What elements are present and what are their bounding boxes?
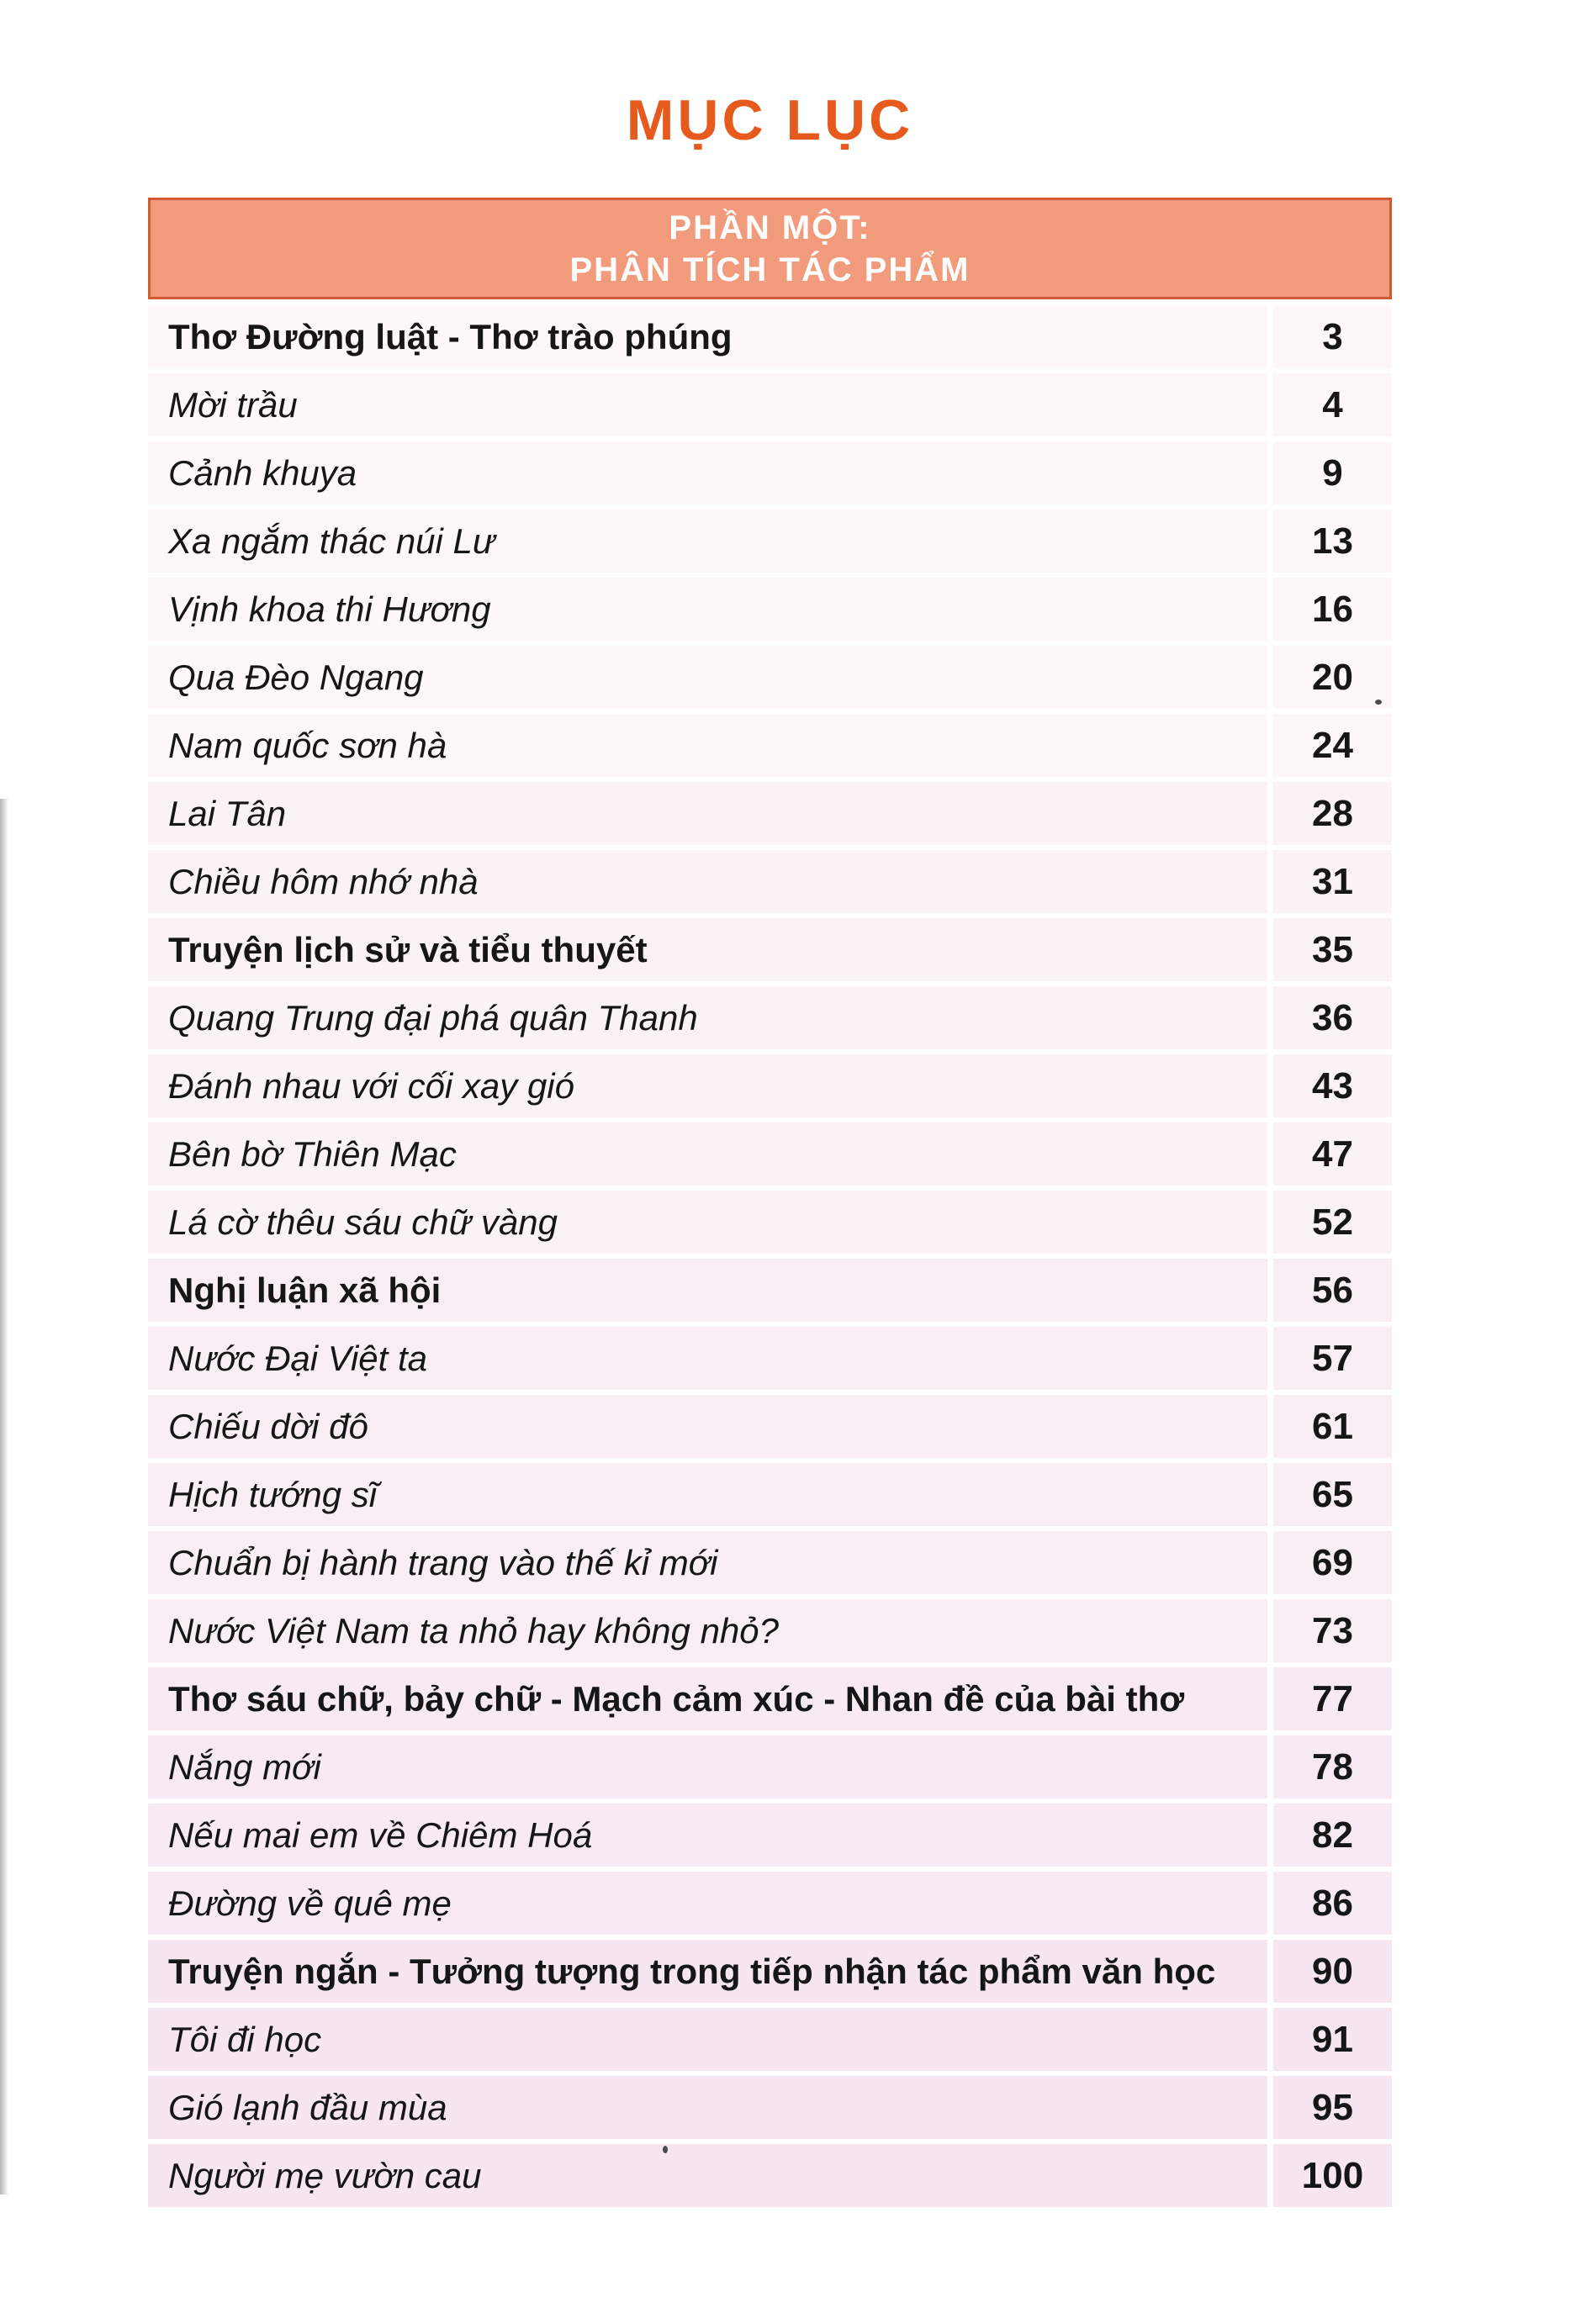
toc-entry-page: 78 [1312, 1746, 1353, 1788]
toc-entry-page: 65 [1312, 1473, 1353, 1515]
toc-entry-page: 86 [1312, 1882, 1353, 1924]
toc-entry-title: Nước Việt Nam ta nhỏ hay không nhỏ? [148, 1599, 1273, 1662]
toc-row [148, 850, 1392, 913]
toc-entry-title: Gió lạnh đầu mùa [148, 2076, 1273, 2139]
page-edge-shadow [0, 799, 8, 2195]
toc-entry-page: 100 [1301, 2154, 1364, 2196]
toc-row [148, 441, 1392, 504]
toc-entry-title: Chiếu dời đô [148, 1395, 1273, 1458]
toc-row [148, 1599, 1392, 1662]
toc-entry-page: 13 [1312, 520, 1353, 562]
toc-row [148, 373, 1392, 436]
toc-entry-page: 95 [1312, 2086, 1353, 2128]
toc-entry-page: 28 [1312, 792, 1353, 834]
section-band [148, 198, 1392, 299]
toc-entry-page: 56 [1312, 1269, 1353, 1311]
toc-entry-page: 4 [1322, 383, 1343, 425]
toc-entry-title: Truyện lịch sử và tiểu thuyết [148, 918, 1273, 981]
toc-entry-page: 47 [1312, 1133, 1353, 1175]
toc-row [148, 578, 1392, 641]
toc-entry-page: 31 [1312, 860, 1353, 902]
toc-entry-title: Nam quốc sơn hà [148, 714, 1273, 777]
toc-row [148, 1259, 1392, 1322]
toc-entry-title: Bên bờ Thiên Mạc [148, 1122, 1273, 1186]
toc-row [148, 646, 1392, 709]
toc-row [148, 1804, 1392, 1867]
toc-entry-page: 90 [1312, 1950, 1353, 1992]
toc-row [148, 1395, 1392, 1458]
scan-artifact-dot [1375, 700, 1382, 705]
toc-entry-title: Chiều hôm nhớ nhà [148, 850, 1273, 913]
toc-row [148, 2008, 1392, 2071]
toc-entry-title: Thơ Đường luật - Thơ trào phúng [148, 305, 1273, 368]
toc-entry-page: 35 [1312, 928, 1353, 970]
toc-row [148, 1940, 1392, 2003]
toc-entry-page: 3 [1322, 315, 1343, 357]
toc-entry-page: 20 [1312, 656, 1353, 698]
toc-entry-title: Tôi đi học [148, 2008, 1273, 2071]
toc-entry-page: 61 [1312, 1405, 1353, 1447]
toc-entry-title: Truyện ngắn - Tưởng tượng trong tiếp nhận tác phẩm văn học [148, 1940, 1273, 2003]
toc-row [148, 918, 1392, 981]
toc-entry-page: 77 [1312, 1677, 1353, 1719]
toc-entry-title: Nắng mới [148, 1735, 1273, 1798]
toc-row [148, 1122, 1392, 1186]
toc-row [148, 2076, 1392, 2139]
toc-row [148, 1872, 1392, 1935]
toc-entry-page: 36 [1312, 996, 1353, 1038]
toc-entry-title: Đường về quê mẹ [148, 1872, 1273, 1935]
toc-row [148, 782, 1392, 845]
toc-row [148, 305, 1392, 368]
toc-entry-title: Qua Đèo Ngang [148, 646, 1273, 709]
toc-row [148, 986, 1392, 1049]
toc-row [148, 1327, 1392, 1390]
toc-entry-page: 57 [1312, 1337, 1353, 1379]
toc-entry-page: 91 [1312, 2018, 1353, 2060]
toc-entry-title: Thơ sáu chữ, bảy chữ - Mạch cảm xúc - Nhan đề của bài thơ [148, 1667, 1273, 1730]
toc-entry-title: Chuẩn bị hành trang vào thế kỉ mới [148, 1531, 1273, 1594]
toc-row [148, 714, 1392, 777]
toc-entry-title: Hịch tướng sĩ [148, 1463, 1273, 1526]
toc-entry-page: 16 [1312, 588, 1353, 630]
toc-row [148, 1191, 1392, 1254]
toc-entry-page: 9 [1322, 452, 1343, 494]
toc-entry-page: 52 [1312, 1201, 1353, 1243]
toc-list [148, 305, 1392, 2212]
toc-entry-title: Quang Trung đại phá quân Thanh [148, 986, 1273, 1049]
toc-row [148, 1054, 1392, 1117]
toc-row [148, 1667, 1392, 1730]
toc-entry-title: Nếu mai em về Chiêm Hoá [148, 1804, 1273, 1867]
toc-entry-title: Đánh nhau với cối xay gió [148, 1054, 1273, 1117]
scan-artifact-dot [663, 2146, 668, 2153]
toc-entry-title: Vịnh khoa thi Hương [148, 578, 1273, 641]
toc-row [148, 1531, 1392, 1594]
toc-row [148, 1463, 1392, 1526]
toc-entry-page: 73 [1312, 1609, 1353, 1651]
toc-row [148, 510, 1392, 573]
toc-entry-title: Xa ngắm thác núi Lư [148, 510, 1273, 573]
toc-entry-page: 82 [1312, 1814, 1353, 1856]
section-band-line2: PHÂN TÍCH TÁC PHẨM [569, 251, 971, 288]
toc-entry-title: Người mẹ vườn cau [148, 2144, 1273, 2207]
toc-entry-title: Lai Tân [148, 782, 1273, 845]
toc-entry-title: Nghị luận xã hội [148, 1259, 1273, 1322]
toc-entry-title: Mời trầu [148, 373, 1273, 436]
toc-entry-title: Cảnh khuya [148, 441, 1273, 504]
page-title: MỤC LỤC [626, 88, 914, 152]
toc-entry-title: Lá cờ thêu sáu chữ vàng [148, 1191, 1273, 1254]
toc-entry-page: 69 [1312, 1541, 1353, 1583]
toc-entry-page: 24 [1312, 724, 1353, 766]
section-band-line1: PHẦN MỘT: [669, 209, 871, 246]
toc-row [148, 1735, 1392, 1798]
toc-entry-page: 43 [1312, 1064, 1353, 1107]
toc-row [148, 2144, 1392, 2207]
toc-entry-title: Nước Đại Việt ta [148, 1327, 1273, 1390]
